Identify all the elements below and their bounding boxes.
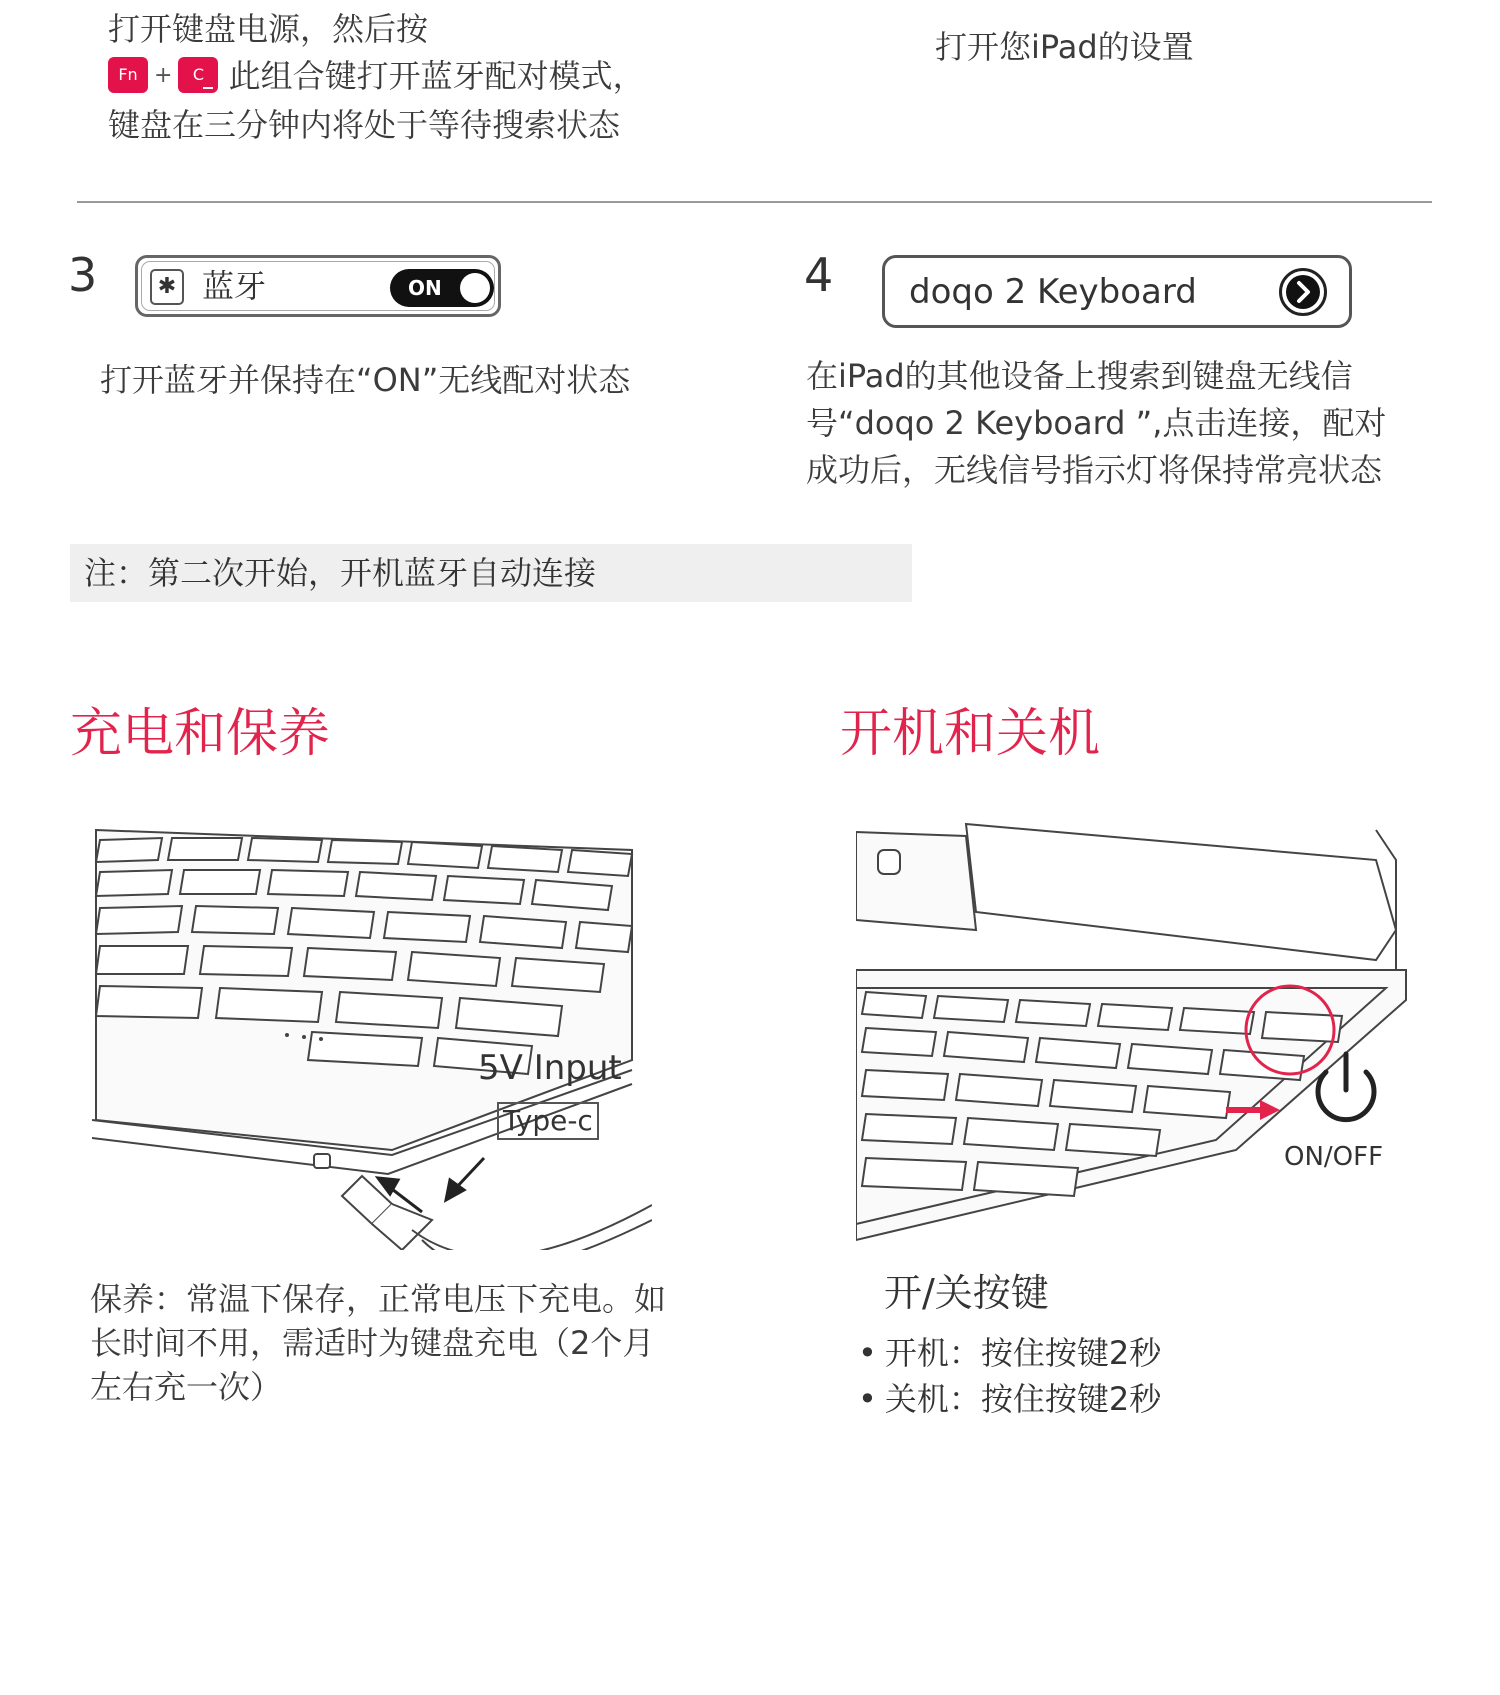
section-divider (77, 201, 1432, 203)
step-4-line-1: 在iPad的其他设备上搜索到键盘无线信 (806, 357, 1353, 395)
open-settings-instruction: 打开您iPad的设置 (935, 28, 1194, 66)
power-heading: 开机和关机 (840, 704, 1101, 764)
c-key: C (178, 57, 218, 93)
device-name: doqo 2 Keyboard (909, 272, 1197, 312)
on-off-label: ON/OFF (1284, 1142, 1384, 1172)
note-box (70, 544, 912, 602)
maintenance-caption (90, 1277, 690, 1409)
port-type-label: Type-c (497, 1102, 599, 1140)
maintenance-line-1: 保养：常温下保存，正常电压下充电。如 (90, 1280, 667, 1318)
power-on-bullet: • 开机：按住按键2秒 (858, 1330, 1161, 1376)
step-4-line-3: 成功后，无线信号指示灯将保持常亮状态 (806, 451, 1383, 489)
maintenance-line-3: 左右充一次） (90, 1368, 283, 1406)
charging-heading: 充电和保养 (70, 704, 331, 764)
pairing-instruction (108, 6, 728, 149)
power-off-bullet: • 关机：按住按键2秒 (858, 1376, 1161, 1422)
chevron-right-circle-icon[interactable] (1279, 268, 1327, 316)
bluetooth-icon: ✱ (150, 269, 184, 305)
keyboard-charging-illustration (92, 820, 652, 1250)
plus-sign: + (154, 62, 173, 88)
pairing-line-3: 键盘在三分钟内将处于等待搜索状态 (108, 105, 621, 144)
pairing-line-2 (108, 53, 728, 102)
note-text: 注：第二次开始，开机蓝牙自动连接 (84, 554, 597, 592)
toggle-label: ON (408, 276, 442, 300)
power-bullets (858, 1330, 1161, 1422)
step-4-number: 4 (804, 248, 834, 302)
step-4-caption (806, 353, 1446, 494)
maintenance-line-2: 长时间不用，需适时为键盘充电（2个月 (90, 1324, 655, 1362)
bluetooth-setting-row (135, 255, 501, 317)
power-subheading: 开/关按键 (884, 1271, 1049, 1315)
port-label: 5V Input (478, 1048, 622, 1088)
step-3-caption: 打开蓝牙并保持在“ON”无线配对状态 (100, 361, 631, 399)
step-3-number: 3 (68, 248, 98, 302)
pairing-line-2-text: 此组合键打开蓝牙配对模式， (228, 57, 645, 95)
toggle-knob (460, 273, 490, 303)
step-4-line-2: 号“doqo 2 Keyboard ”,点击连接，配对 (806, 404, 1387, 442)
fn-key: Fn (108, 57, 148, 93)
keyboard-device-row[interactable] (882, 255, 1352, 328)
pairing-line-1: 打开键盘电源，然后按 (108, 10, 429, 48)
bluetooth-toggle[interactable] (390, 269, 494, 307)
bluetooth-label: 蓝牙 (202, 267, 267, 305)
power-button-illustration (856, 820, 1416, 1250)
